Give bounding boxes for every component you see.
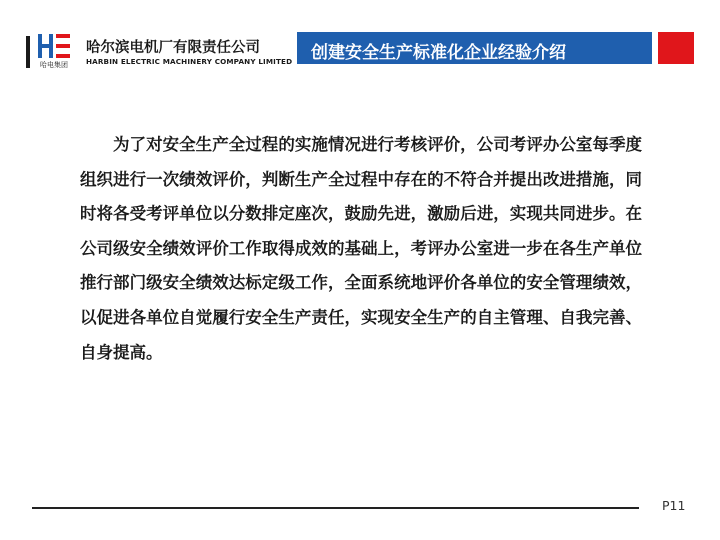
logo-text: 哈电集团 [40, 61, 68, 69]
body-paragraph: 为了对安全生产全过程的实施情况进行考核评价，公司考评办公室每季度组织进行一次绩效评价，判断生产全过程中存在的不符合并提出改进措施，同时将各受考评单位以分数排定座次，鼓励先进，激励后进，实现共同进步。在公司级安全绩效评价工作取得成效的基础上，考评办公室进一步在各生产单位推行部门级安全绩效达标定级工作，全面系统地评价各单位的安全管理绩效，以促进各单位自觉履行安全生产责任，实现安全生产的自主管理、自我完善、自身提高。 [80, 135, 642, 362]
harbin-electric-logo-icon [34, 34, 74, 72]
slide-title: 创建安全生产标准化企业经验介绍 [311, 43, 566, 63]
company-name-chinese: 哈尔滨电机厂有限责任公司 [86, 40, 260, 56]
logo-divider-bar [26, 36, 30, 68]
footer-divider [32, 507, 639, 509]
title-banner [297, 32, 654, 64]
header [0, 0, 720, 80]
red-accent-block [658, 32, 694, 64]
page-number: P11 [662, 498, 686, 513]
company-name-english: HARBIN ELECTRIC MACHINERY COMPANY LIMITED [86, 57, 293, 66]
